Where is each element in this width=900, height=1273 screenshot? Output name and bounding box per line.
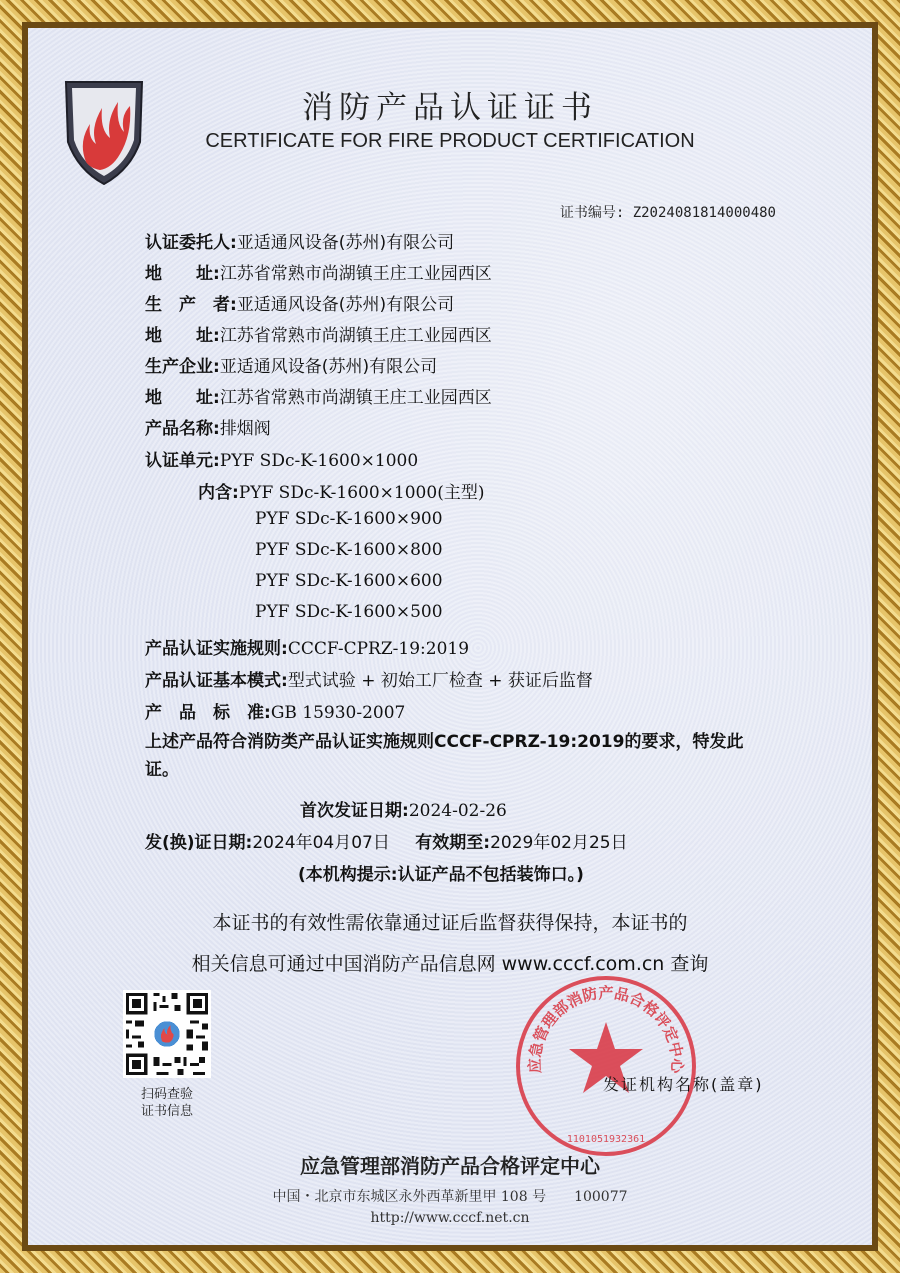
field-label: 认证单元: [145, 451, 220, 471]
field-value: 排烟阀 [219, 419, 271, 439]
model-item: PYF SDc-K-1600×1000(主型) [238, 483, 485, 503]
certificate-number: 证书编号: Z2024081814000480 [559, 205, 776, 221]
field-address-1 [145, 259, 492, 284]
seal-number: 1101051932361 [566, 1134, 646, 1145]
field-certification-unit [145, 446, 418, 471]
model-item: PYF SDc-K-1600×900 [255, 509, 443, 529]
field-entrusting-party [145, 228, 454, 253]
first-issue-label: 首次发证日期: [300, 801, 409, 821]
field-label: 地 址: [145, 264, 220, 284]
title-chinese: 消防产品认证证书 [302, 90, 598, 126]
issue-date-row [145, 828, 628, 853]
validity-note-line-2: 相关信息可通过中国消防产品信息网 www.cccf.com.cn 查询 [191, 953, 709, 975]
seal-text: 应急管理部消防产品合格评定中心 [525, 983, 687, 1074]
valid-label: 有效期至: [415, 833, 491, 853]
field-address-3 [145, 383, 492, 408]
field-value: 江苏省常熟市尚湖镇王庄工业园西区 [219, 388, 492, 408]
mode-value: 型式试验 + 初始工厂检查 + 获证后监督 [287, 671, 593, 691]
first-issue-date [300, 796, 507, 821]
field-label: 生产企业: [145, 357, 220, 377]
field-value: 亚适通风设备(苏州)有限公司 [236, 233, 455, 253]
issue-value: 2024年04月07日 [252, 833, 390, 853]
organization-url[interactable]: http://www.cccf.net.cn [370, 1210, 530, 1226]
field-mode [145, 666, 593, 691]
organization-address: 中国・北京市东城区永外西革新里甲 108 号 100077 [272, 1189, 628, 1205]
qr-code[interactable] [123, 990, 211, 1078]
contains-label: 内含: [198, 483, 239, 503]
issuing-authority: 发证机构名称(盖章) [603, 1075, 764, 1094]
model-item: PYF SDc-K-1600×500 [255, 602, 443, 622]
title-english: CERTIFICATE FOR FIRE PRODUCT CERTIFICATION [205, 130, 695, 152]
field-label: 地 址: [145, 388, 220, 408]
validity-note-line-1: 本证书的有效性需依靠通过证后监督获得保持，本证书的 [212, 912, 688, 934]
field-standard [145, 698, 405, 723]
field-label: 生 产 者: [145, 295, 237, 315]
qr-caption [121, 1086, 213, 1120]
rule-label: 产品认证实施规则: [145, 639, 288, 659]
field-value: 亚适通风设备(苏州)有限公司 [219, 357, 438, 377]
issue-label: 发(换)证日期: [145, 833, 253, 853]
field-address-2 [145, 321, 492, 346]
qr-caption-line-1: 扫码查验 [140, 1087, 193, 1102]
certificate-paper [28, 28, 872, 1245]
compliance-statement: 上述产品符合消防类产品认证实施规则CCCF-CPRZ-19:2019的要求，特发此证。 [145, 732, 744, 780]
standard-label: 产 品 标 准: [145, 703, 271, 723]
contains-block [198, 478, 484, 503]
field-manufacturer [145, 352, 437, 377]
field-value: 江苏省常熟市尚湖镇王庄工业园西区 [219, 326, 492, 346]
model-item: PYF SDc-K-1600×600 [255, 571, 443, 591]
standard-value: GB 15930-2007 [270, 703, 406, 723]
field-producer [145, 290, 454, 315]
institution-reminder: (本机构提示:认证产品不包括装饰口。) [298, 865, 584, 885]
field-label: 认证委托人: [145, 233, 237, 253]
organization-name: 应急管理部消防产品合格评定中心 [300, 1154, 600, 1178]
rule-value: CCCF-CPRZ-19:2019 [287, 639, 470, 659]
first-issue-value: 2024-02-26 [408, 801, 507, 821]
field-label: 地 址: [145, 326, 220, 346]
valid-value: 2029年02月25日 [490, 833, 628, 853]
field-product-name [145, 414, 271, 439]
field-label: 产品名称: [145, 419, 220, 439]
official-seal-icon [512, 972, 700, 1160]
field-value: 江苏省常熟市尚湖镇王庄工业园西区 [219, 264, 492, 284]
qr-caption-line-2: 证书信息 [140, 1104, 193, 1119]
field-value: 亚适通风设备(苏州)有限公司 [236, 295, 455, 315]
model-item: PYF SDc-K-1600×800 [255, 540, 443, 560]
field-value: PYF SDc-K-1600×1000 [219, 451, 419, 471]
mode-label: 产品认证基本模式: [145, 671, 288, 691]
field-rule [145, 634, 469, 659]
